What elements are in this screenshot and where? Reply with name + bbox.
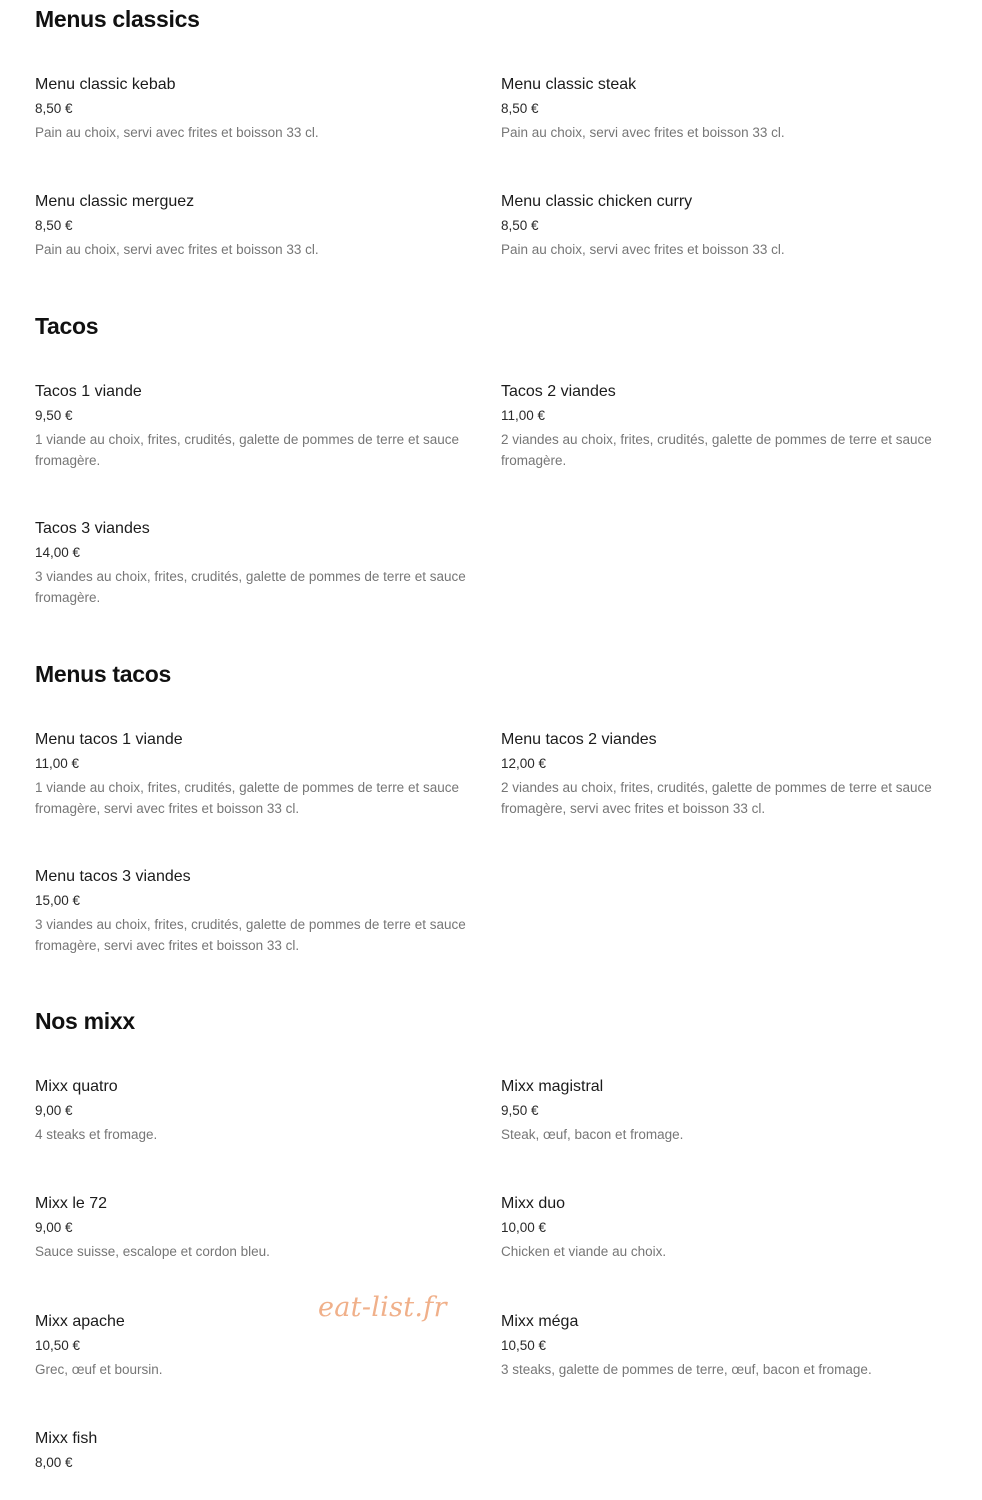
menu-item-mixx-quatro[interactable] <box>35 1077 475 1146</box>
menu-item-mixx-fish[interactable] <box>35 1429 475 1472</box>
item-description: Sauce suisse, escalope et cordon bleu. <box>35 1244 270 1259</box>
item-price: 8,50 € <box>35 101 73 116</box>
item-name: Menu classic merguez <box>35 193 195 210</box>
item-description: Steak, œuf, bacon et fromage. <box>501 1127 684 1142</box>
item-description: 1 viande au choix, frites, crudités, galette de pommes de terre et sauce fromagère. <box>35 432 459 468</box>
menu-item-tacos-1-viande[interactable] <box>35 382 475 471</box>
item-name: Menu classic kebab <box>35 76 176 93</box>
item-price: 9,00 € <box>35 1220 73 1235</box>
menu-item-tacos-2-viandes[interactable] <box>501 382 941 471</box>
item-price: 9,00 € <box>35 1103 73 1118</box>
item-description: 2 viandes au choix, frites, crudités, galette de pommes de terre et sauce fromagère. <box>501 432 932 468</box>
item-description: 4 steaks et fromage. <box>35 1127 158 1142</box>
item-description: 3 steaks, galette de pommes de terre, œuf, bacon et fromage. <box>501 1362 872 1377</box>
menu-item-classic-chicken-curry[interactable] <box>501 192 941 261</box>
item-description: 3 viandes au choix, frites, crudités, galette de pommes de terre et sauce fromagère, servi avec frites et boisson 33 cl. <box>35 917 466 953</box>
item-name: Mixx méga <box>501 1313 579 1330</box>
item-description: Pain au choix, servi avec frites et boisson 33 cl. <box>501 242 785 257</box>
item-price: 9,50 € <box>35 408 73 423</box>
item-name: Tacos 2 viandes <box>501 383 616 400</box>
item-price: 8,00 € <box>35 1455 73 1470</box>
menu-item-mixx-magistral[interactable] <box>501 1077 941 1146</box>
item-name: Tacos 3 viandes <box>35 520 150 537</box>
menu-item-classic-kebab[interactable] <box>35 75 475 144</box>
menu-item-menu-tacos-3-viandes[interactable] <box>35 867 475 956</box>
item-price: 9,50 € <box>501 1103 539 1118</box>
item-price: 11,00 € <box>501 408 546 423</box>
menu-item-mixx-duo[interactable] <box>501 1194 941 1263</box>
menu-item-menu-tacos-2-viandes[interactable] <box>501 730 941 819</box>
item-price: 10,50 € <box>501 1338 547 1353</box>
item-price: 10,50 € <box>35 1338 81 1353</box>
item-name: Menu tacos 1 viande <box>35 731 183 748</box>
item-description: Pain au choix, servi avec frites et boisson 33 cl. <box>501 125 785 140</box>
item-name: Mixx magistral <box>501 1078 604 1095</box>
item-price: 8,50 € <box>35 218 73 233</box>
item-description: Pain au choix, servi avec frites et boisson 33 cl. <box>35 125 319 140</box>
item-name: Tacos 1 viande <box>35 383 142 400</box>
section-title-menus-tacos: Menus tacos <box>35 661 172 687</box>
item-name: Mixx duo <box>501 1195 566 1212</box>
menu-item-classic-merguez[interactable] <box>35 192 475 261</box>
item-name: Mixx apache <box>35 1313 125 1330</box>
item-price: 12,00 € <box>501 756 547 771</box>
item-price: 10,00 € <box>501 1220 547 1235</box>
item-description: Grec, œuf et boursin. <box>35 1362 163 1377</box>
section-title-nos-mixx: Nos mixx <box>35 1008 135 1034</box>
menu-item-classic-steak[interactable] <box>501 75 941 144</box>
item-description: Chicken et viande au choix. <box>501 1244 667 1259</box>
item-price: 15,00 € <box>35 893 81 908</box>
item-price: 8,50 € <box>501 101 539 116</box>
item-description: 1 viande au choix, frites, crudités, galette de pommes de terre et sauce fromagère, servi avec frites et boisson 33 cl. <box>35 780 459 816</box>
item-description: 2 viandes au choix, frites, crudités, galette de pommes de terre et sauce fromagère, servi avec frites et boisson 33 cl. <box>501 780 932 816</box>
item-name: Menu tacos 2 viandes <box>501 731 657 748</box>
item-description: Pain au choix, servi avec frites et boisson 33 cl. <box>35 242 319 257</box>
section-title-menus-classics: Menus classics <box>35 6 200 32</box>
menu-item-mixx-le-72[interactable] <box>35 1194 475 1263</box>
item-name: Menu classic chicken curry <box>501 193 693 210</box>
item-name: Mixx quatro <box>35 1078 118 1095</box>
menu-item-mixx-mega[interactable] <box>501 1312 941 1381</box>
menu-item-menu-tacos-1-viande[interactable] <box>35 730 475 819</box>
section-title-tacos: Tacos <box>35 313 99 339</box>
item-description: 3 viandes au choix, frites, crudités, galette de pommes de terre et sauce fromagère. <box>35 569 466 605</box>
item-name: Menu classic steak <box>501 76 637 93</box>
item-price: 8,50 € <box>501 218 539 233</box>
item-name: Mixx fish <box>35 1430 98 1447</box>
item-price: 11,00 € <box>35 756 80 771</box>
item-price: 14,00 € <box>35 545 81 560</box>
item-name: Menu tacos 3 viandes <box>35 868 191 885</box>
item-name: Mixx le 72 <box>35 1195 108 1212</box>
menu-item-tacos-3-viandes[interactable] <box>35 519 475 608</box>
watermark: eat-list.fr <box>318 1292 447 1323</box>
